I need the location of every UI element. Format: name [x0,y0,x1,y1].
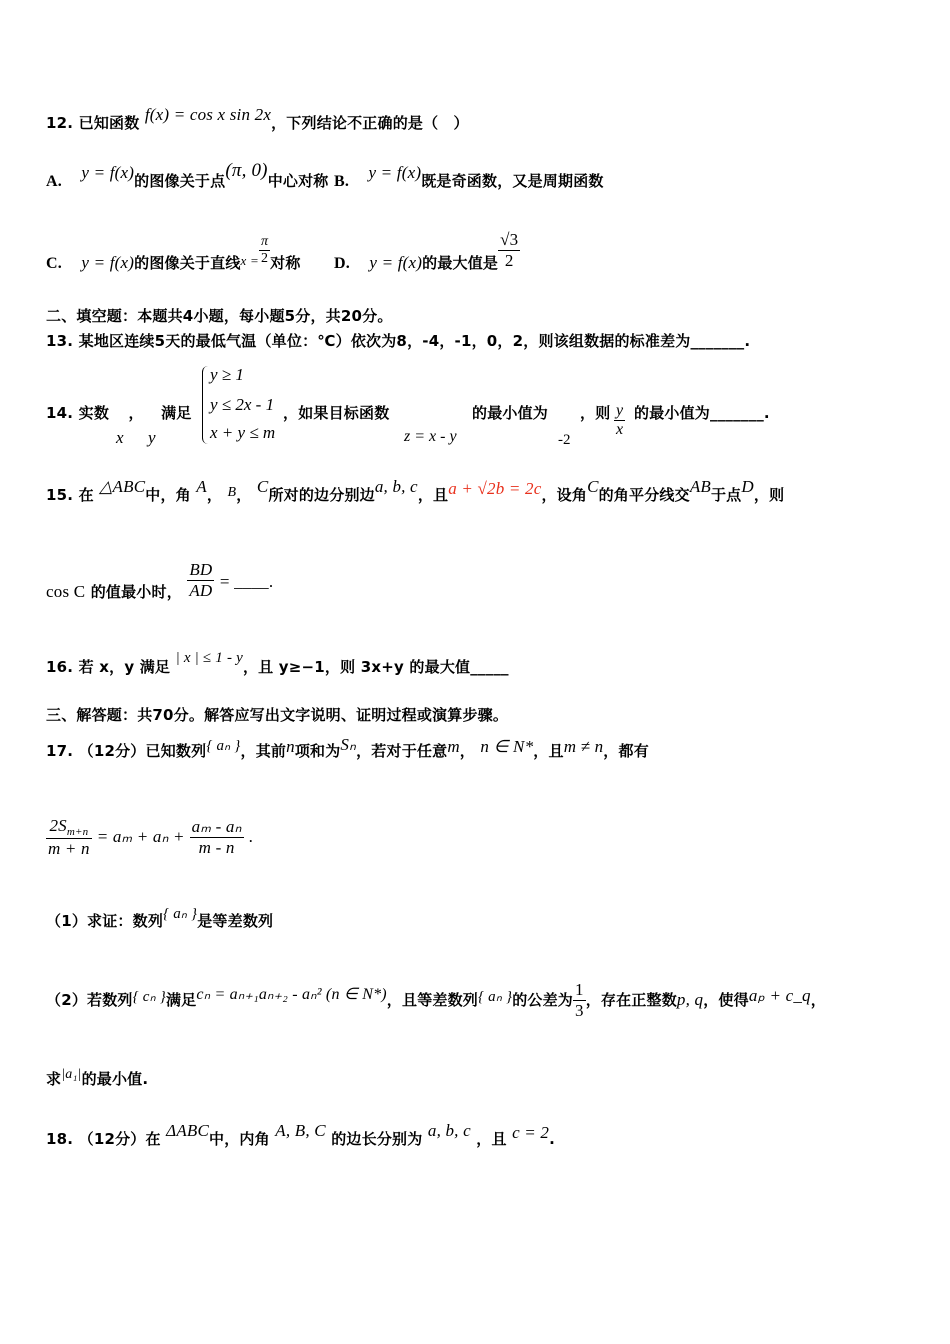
q17-t1: （12分）已知数列 [78,742,207,760]
q16-t1: 若 x，y 满足 [78,658,171,676]
q12-option-a[interactable] [46,160,604,192]
q15-t4: ，且 [417,486,449,504]
section-3-heading: 三、解答题：共70分。解答应写出文字说明、证明过程或演算步骤。 [46,706,509,724]
q13 [46,330,750,351]
q12-text-b: ，下列结论不正确的是（ ） [271,114,469,132]
q17-t2: ，其前 [240,742,287,760]
q14-t7: 的最小值为_______. [634,404,770,422]
q17-p2-an: { aₙ } [478,989,513,1005]
option-b-math: y = f(x) [368,163,422,182]
option-d-text: 的最大值是 [422,254,499,272]
q15-condition: a + √2b = 2c [448,479,542,498]
q18-c-equals-2: c = 2 [512,1123,550,1142]
q15-t8: ，则 [753,486,785,504]
q15-t10: = ____. [219,572,274,591]
option-d-math: y = f(x) [369,253,423,272]
q14-t4: ，如果目标函数 [283,404,390,422]
q14-constraint-2: y ≤ 2x - 1 [210,395,275,414]
q18-t3: 的边长分别为 [331,1130,423,1148]
q15-t9: 的值最小时， [90,583,182,601]
q15-angle-a: A [196,477,207,496]
option-d-fraction: $\frac{√3}{2}$ [500,230,519,270]
option-a-label: A. [46,173,62,190]
option-a-text: 的图像关于点 [134,172,226,190]
q17-p2-cn: { cₙ } [132,989,166,1005]
q14-number: 14. [46,404,74,422]
q17-part-2 [46,980,826,1021]
q14-t1: 实数 [78,404,110,422]
option-a-text2: 中心对称 [267,172,329,190]
q16-t2: ，且 y≥−1，则 3x+y 的最大值_____ [242,658,509,676]
q15-line2 [46,560,273,601]
q17-p2-pq: p, q [676,990,704,1009]
q17-n: n [286,737,295,756]
q17-p2-t2: ，且等差数列 [386,991,478,1009]
q17-t3: 项和为 [294,742,341,760]
q14-constraint-3: x + y ≤ m [210,423,276,442]
q17-m: m [447,737,460,756]
q17-stem: 17. （12分）已知数列{ aₙ }，其前n项和为Sₙ，若对于任意m， n ∈ N*，且m ≠ n，都有 [46,735,649,760]
q16-number: 16. [46,658,74,676]
q14-var-x: x [116,428,124,447]
q18-number: 18. [46,1130,74,1148]
q18-sides: a, b, c [427,1121,471,1140]
q15-cos: cos C [46,582,86,601]
q14-var-y: y [148,428,156,447]
q17-equation [46,816,253,859]
q17-t6: ，都有 [603,742,649,760]
q14-y-over-x: $\frac{y}{x}$ [616,402,624,438]
q18-t4: ，且 [476,1130,507,1148]
q18-triangle: ΔABC [166,1121,210,1140]
q12-text-a: 已知函数 [78,114,140,132]
q16 [46,650,509,677]
q17-p3-t1: 求 [46,1070,62,1088]
q14-t6: ，则 [580,404,611,422]
option-c-text2: 对称 [270,254,301,272]
q14-t3: 满足 [161,404,192,422]
q17-p1-text: （1）求证：数列 [46,912,164,930]
q17-p1-t: 是等差数列 [197,912,274,930]
q18-t1: （12分）在 [78,1130,161,1148]
q17-eq-end: . [248,827,254,846]
q15-stem: 15. 在 △ABC中，角 A， B， C所对的边分别边a, b, c，且a + √2b = 2c，设角C的角平分线交AB于点D，则 [46,477,785,504]
q17-p2-text: （2）若数列 [46,991,133,1009]
q15-t7: 于点 [710,486,742,504]
q17-p2-equation: cₙ = aₙ₊₁aₙ₊₂ - aₙ² (n ∈ N*) [196,986,387,1003]
q14-fraction-wrap [614,402,625,439]
q17-abs-a1: |a₁| [61,1067,82,1082]
q18-t2: 中，内角 [209,1130,270,1148]
option-b-text: 既是奇函数，又是周期函数 [421,172,604,190]
q12-stem [46,105,469,133]
q15-number: 15. [46,486,74,504]
option-a-point: (π, 0) [225,160,268,181]
q17-p2-t5: ，使得 [703,991,749,1009]
q14-constraint-1: y ≥ 1 [210,365,244,384]
q17-p2-t3: 的公差为 [512,991,573,1009]
q15-triangle: △ABC [99,477,146,496]
q17-p2-t1: 满足 [165,991,197,1009]
section-2-heading: 二、填空题：本题共4小题，每小题5分，共20分。 [46,307,393,325]
q17-t5: ，且 [533,742,564,760]
q17-t4: ，若对于任意 [356,742,448,760]
q18-angles: A, B, C [275,1121,326,1140]
q17-number: 17. [46,742,74,760]
q17-lhs-fraction: $\frac{2S_{m+n}}{m + n}$ [48,816,90,858]
q15-t3: 所对的边分别边 [268,486,375,504]
option-c-x: x = [240,253,259,268]
q14-objective: z = x - y [404,428,457,445]
q18 [46,1121,556,1149]
q14-t5: 的最小值为 [472,404,549,422]
q12-option-c-d[interactable] [46,230,520,274]
q15-t2: 中，角 [145,486,191,504]
q17-part-1 [46,906,274,931]
q15-point-d: D [741,477,754,496]
q15-angle-c2: C [587,477,599,496]
q14-t2: ， [128,404,144,422]
q17-n-in-n: n ∈ N* [480,737,534,756]
option-d-label: D. [334,255,350,272]
q17-p2-t6: ， [810,991,826,1009]
q15-angle-c: C [256,477,269,496]
q17-p1-an: { aₙ } [163,906,198,922]
q17-sequence-an: { aₙ } [206,738,241,754]
option-c-math: y = f(x) [81,253,135,272]
q17-eq-mid: = aₘ + aₙ + [96,827,185,846]
q14-neg2: -2 [558,432,571,448]
q17-rhs-fraction: $\frac{\text{aₘ - aₙ}}{m - n}$ [191,817,242,857]
q15-t1: 在 [78,486,94,504]
q17-part-2-cont [46,1068,148,1089]
q17-p2-t4: ，存在正整数 [585,991,677,1009]
option-b-label: B. [333,173,350,190]
q16-condition: | x | ≤ 1 - y [175,650,243,666]
q14-system-brace [202,366,209,444]
q15-angle-b: B [227,485,237,500]
option-c-fraction: $\frac{\pi}{2}$ [260,234,269,266]
q17-m-neq-n: m ≠ n [563,737,604,756]
q13-text: 某地区连续5天的最低气温（单位：℃）依次为8，-4，-1，0，2，则该组数据的标准差为_______. [78,332,751,350]
q17-p2-ap-cq: aₚ + c_q [748,986,811,1005]
q18-t5: . [549,1130,556,1148]
q15-bd-over-ad: $\frac{BD}{AD}$ [189,560,213,600]
q14-stem [46,402,192,423]
q12-function: f(x) = cos x sin 2x [144,105,272,124]
q13-number: 13. [46,332,74,350]
q15-t6: 的角平分线交 [598,486,690,504]
q12-number: 12. [46,114,74,132]
q15-sides: a, b, c [374,477,418,496]
q17-p3-t2: 的最小值. [81,1070,149,1088]
q17-p2-fraction: $\frac{1}{3}$ [575,980,584,1020]
q15-t5: ，设角 [541,486,588,504]
q15-segment-ab: AB [689,477,711,496]
option-a-math: y = f(x) [81,163,135,182]
option-c-text: 的图像关于直线 [134,254,241,272]
q17-sn: Sₙ [340,735,357,754]
option-c-label: C. [46,255,62,272]
